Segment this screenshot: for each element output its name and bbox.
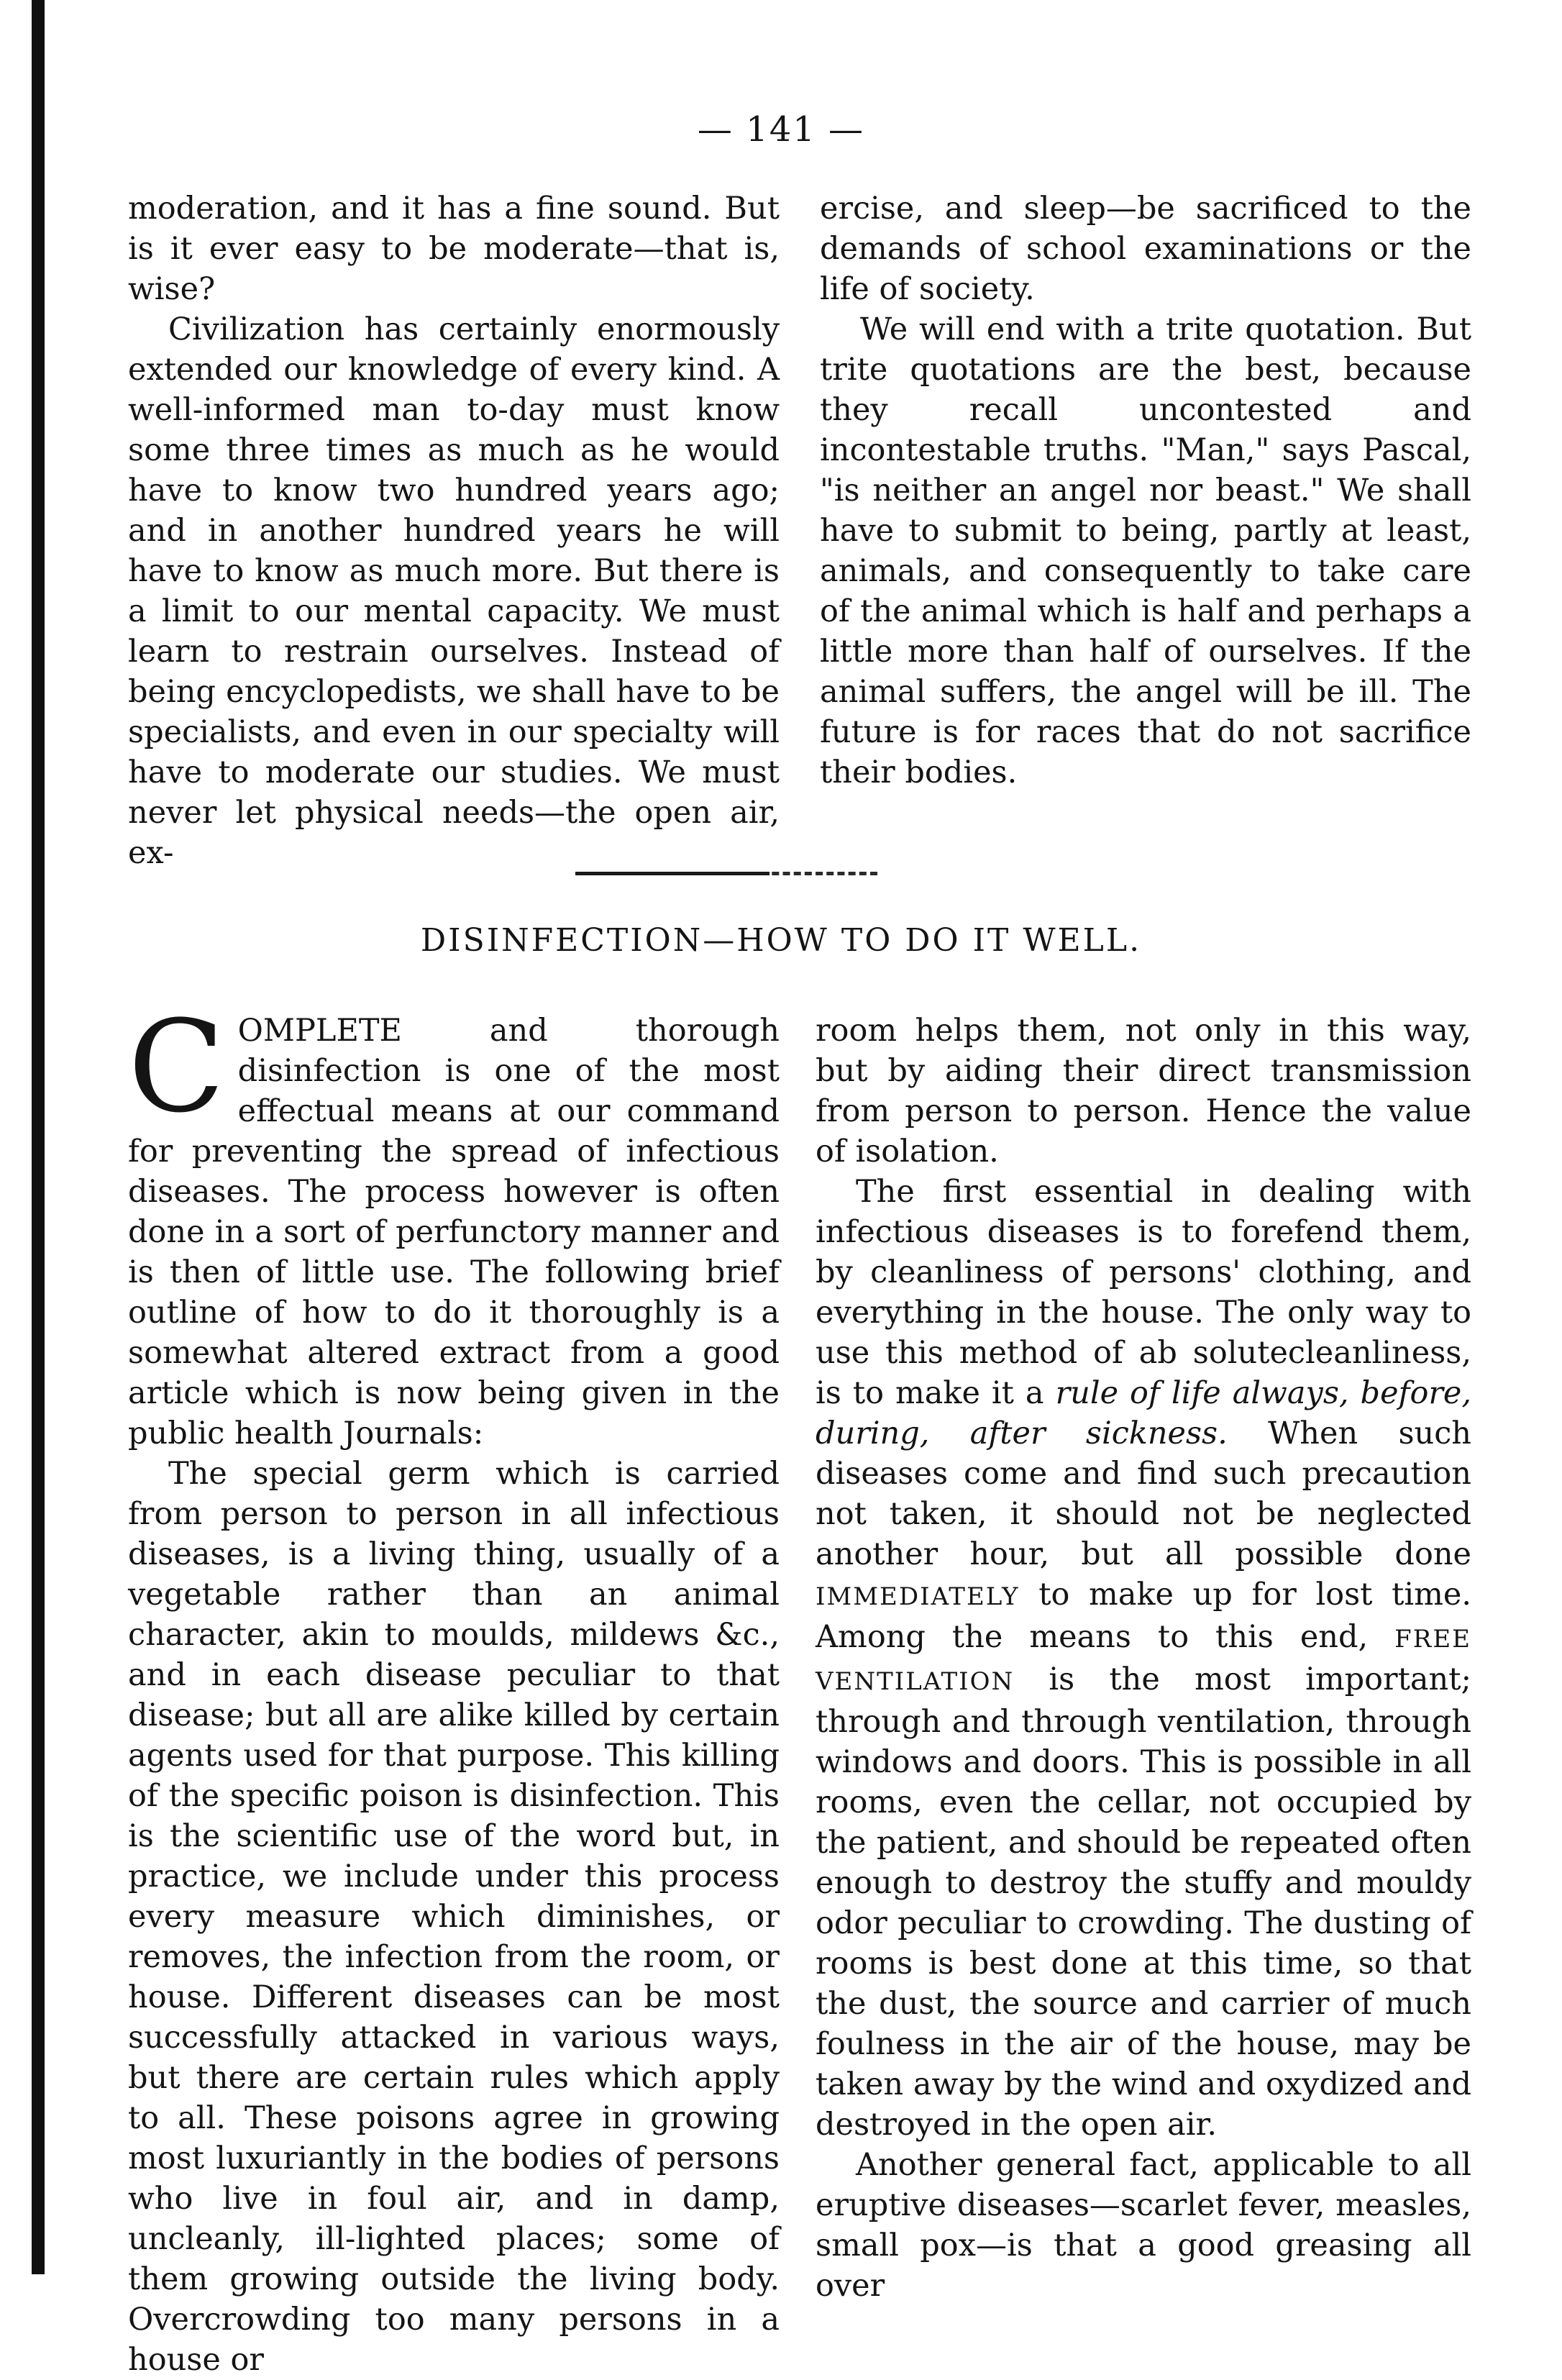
article-paragraph <box>128 993 780 1454</box>
essay-paragraph: moderation, and it has a fine sound. But is it ever easy to be moderate—that is, wise? <box>128 191 780 307</box>
section-divider <box>575 872 877 875</box>
italic-phrase: rule of life always, before, during, after sickness. <box>816 1375 1471 1451</box>
article-right-column <box>816 1011 1471 2306</box>
essay-paragraph: We will end with a trite quotation. But trite quotations are the best, because they recall uncontested and incontestable truths. "Man," says Pascal, "is neither an angel nor beast." We shall have to submit to being, partly at least, animals, and consequently to take care of the animal which is half and perhaps a little more than half of ourselves. If the animal suffers, the angel will be ill. The future is for races that do not sacrifice their bodies. <box>820 311 1471 790</box>
article-paragraph: room helps them, not only in this way, but by aiding their direct transmission from person to person. Hence the value of isolation. <box>816 1013 1471 1170</box>
text-run: The first essential in dealing with infectious diseases is to forefend them, by cleanliness of persons' clothing, and everything in the house. The only way to use this method of ab solutecleanliness, is to make it a <box>816 1174 1471 1411</box>
essay-right-column <box>820 188 1471 793</box>
article-opening-text: OMPLETE and thorough disinfection is one of the most effectual means at our command for preventing the spread of infectious diseases. The process however is often done in a sort of perfunctory manner and is then of little use. The following brief outline of how to do it thoroughly is a somewhat altered extract from a good article which is now being given in the public health Journals: <box>128 1013 780 1451</box>
drop-cap: C <box>128 993 225 1141</box>
small-caps-phrase: IMMEDIATELY <box>816 1582 1020 1611</box>
essay-paragraph: ercise, and sleep—be sacrificed to the demands of school examinations or the life of society. <box>820 191 1471 307</box>
article-left-column <box>128 993 780 2380</box>
essay-paragraph: Civilization has certainly enormously extended our knowledge of every kind. A well-informed man to-day must know some three times as much as he would have to know two hundred years ago; and in another hundred years he will have to know as much more. But there is a limit to our mental capacity. We must learn to restrain ourselves. Instead of being encyclopedists, we shall have to be specialists, and even in our specialty will have to moderate our studies. We must never let physical needs—the open air, ex- <box>128 311 780 871</box>
article-paragraph <box>816 1172 1471 2145</box>
article-paragraph: The special germ which is carried from person to person in all infectious diseases, is a living thing, usually of a vegetable rather than an animal character, akin to moulds, mildews &c., and in each disease peculiar to that disease; but all are alike killed by certain agents used for that purpose. This killing of the specific poison is disinfection. This is the scientific use of the word but, in practice, we include under this process every measure which diminishes, or removes, the infection from the room, or house. Different diseases can be most successfully attacked in various ways, but there are certain rules which apply to all. These poisons agree in growing most luxuriantly in the bodies of persons who live in foul air, and in damp, uncleanly, ill-lighted places; some of them growing outside the living body. Overcrowding too many persons in a house or <box>128 1456 780 2378</box>
text-run: is the most important; through and through ventilation, through windows and doors. This is possible in all rooms, even the cellar, not occupied by the patient, and should be repeated often enough to destroy the stuffy and mouldy odor peculiar to crowding. The dusting of rooms is best done at this time, so that the dust, the source and carrier of much foulness in the air of the house, may be taken away by the wind and oxydized and destroyed in the open air. <box>816 1661 1471 2143</box>
text-run: to make up for lost time. Among the means to this end, <box>816 1577 1471 1655</box>
essay-left-column <box>128 188 780 873</box>
article-title: DISINFECTION—HOW TO DO IT WELL. <box>420 922 1142 959</box>
article-paragraph: Another general fact, applicable to all eruptive diseases—scarlet fever, measles, small pox—is that a good greasing all over <box>816 2147 1471 2304</box>
text-run: When such diseases come and find such precaution not taken, it should not be neglected another hour, but all possible done <box>816 1415 1471 1572</box>
page-edge-rule <box>32 0 45 2274</box>
page-number: — 141 — <box>697 109 865 150</box>
small-caps-phrase: FREE VENTILATION <box>816 1625 1471 1696</box>
